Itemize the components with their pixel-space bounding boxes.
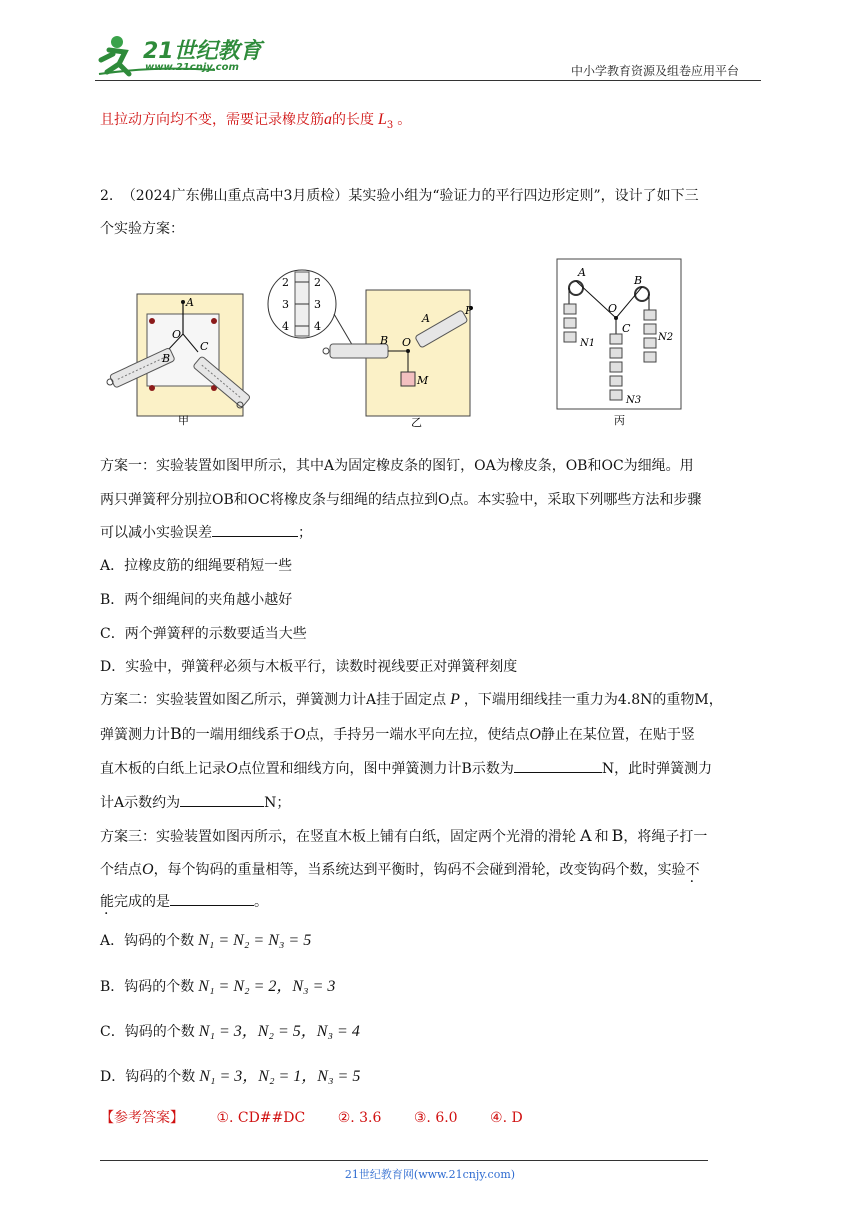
label-p: P [465,304,473,317]
label-a: A [578,266,586,279]
footer-text: 21世纪教育网(www.21cnjy.com) [344,1168,516,1181]
scheme3-line-1: 方案三：实验装置如图丙所示，在竖直木板上铺有白纸，固定两个光滑的滑轮 A 和 B，将绳子打一 [100,826,708,845]
logo-url-text: www.21cnjy.com [145,62,239,73]
label-b: B [162,352,171,365]
label-o: O [402,336,412,349]
scheme1-option-d: D．实验中，弹簧秤必须与木板平行，读数时视线要正对弹簧秤刻度 [100,659,518,675]
scale-tick: 4 [314,320,321,333]
scale-tick: 2 [314,276,321,289]
answer-blank-3[interactable] [180,792,264,807]
platform-name: 中小学教育资源及组卷应用平台 [571,64,740,78]
caption-yi: 乙 [411,416,422,429]
answer-item: ②. 3.6 [337,1110,382,1126]
label-c: C [200,340,209,353]
scheme1-line-3: 可以减小实验误差 ； [100,522,312,543]
label-b: B [380,334,389,347]
label-n2: N2 [658,332,674,343]
label-a: A [422,312,430,325]
label-n1: N1 [580,338,596,349]
answer-blank-2[interactable] [514,758,602,773]
label-o: O [172,328,182,341]
prev-question-tail: 且拉动方向均不变，需要记录橡皮筋a的长度 $L_3$ 。 [100,111,412,131]
logo-main-text: 21世纪教育 [143,39,262,64]
label-n3: N3 [626,395,642,406]
scheme2-line-4: 计A示数约为 N； [100,792,290,813]
figure-yi [262,262,484,434]
footer-rule [100,1160,708,1161]
scheme1-option-c: C．两个弹簧秤的示数要适当大些 [100,626,307,642]
scheme1-option-a: A．拉橡皮筋的细绳要稍短一些 [100,558,293,574]
scheme3-line-3: 能完成的是 。 [100,891,268,912]
scheme1-line-1: 方案一：实验装置如图甲所示，其中A为固定橡皮条的图钉，OA为橡皮条，OB和OC为细绳。用 [100,458,694,474]
scheme1-option-b: B．两个细绳间的夹角越小越好 [100,592,293,608]
scheme3-option-a: A．钩码的个数 N₁ = N₂ = N₃ = 5 [100,932,312,949]
question-line-2: 个实验方案： [100,221,184,237]
question-line-1: 2. （2024广东佛山重点高中3月质检）某实验小组为“验证力的平行四边形定则”，设计了如下三 [100,188,699,204]
scheme2-line-1: 方案二：实验装置如图乙所示，弹簧测力计A挂于固定点 P ，下端用细线挂一重力为4.8N的重物M， [100,691,723,708]
scale-tick: 2 [282,276,289,289]
scale-tick: 3 [282,298,289,311]
scheme3-line-2: 个结点O，每个钩码的重量相等，当系统达到平衡时，钩码不会碰到滑轮，改变钩码个数，实验不 [100,861,700,878]
answer-label: 【参考答案】 [100,1110,184,1126]
answer-item: ④. D [490,1110,523,1126]
scheme3-option-c: C．钩码的个数 N₁ = 3，N₂ = 5，N₃ = 4 [100,1023,360,1040]
question-number: 2. [100,188,114,204]
answer-blank-4[interactable] [170,891,254,906]
answer-item: ③. 6.0 [413,1110,458,1126]
figure-bing [556,258,684,428]
scheme3-option-b: B．钩码的个数 N₁ = N₂ = 2，N₃ = 3 [100,978,336,995]
answer-item: ①. CD##DC [216,1110,306,1126]
caption-bing: 丙 [614,414,625,427]
scheme1-line-2: 两只弹簧秤分别拉OB和OC将橡皮条与细绳的结点拉到O点。本实验中，采取下列哪些方法和步骤 [100,492,702,508]
scheme2-line-2: 弹簧测力计B的一端用细线系于O点，手持另一端水平向左拉，使结点O静止在某位置，在贴于竖 [100,724,695,743]
header-logo [95,30,265,80]
header-rule [95,80,761,81]
answer-blank-1[interactable] [212,522,298,537]
scale-tick: 3 [314,298,321,311]
scheme3-option-d: D．钩码的个数 N₁ = 3，N₂ = 1，N₃ = 5 [100,1068,361,1085]
label-m: M [417,374,429,387]
label-a: A [186,296,194,309]
reference-answer [100,1108,523,1128]
figure-jia [100,262,250,430]
label-b: B [634,274,643,287]
scale-tick: 4 [282,320,289,333]
caption-jia: 甲 [178,414,189,427]
scheme2-line-3: 直木板的白纸上记录O点位置和细线方向，图中弹簧测力计B示数为 N，此时弹簧测力 [100,760,713,777]
label-o: O [608,302,618,315]
label-c: C [622,322,631,335]
